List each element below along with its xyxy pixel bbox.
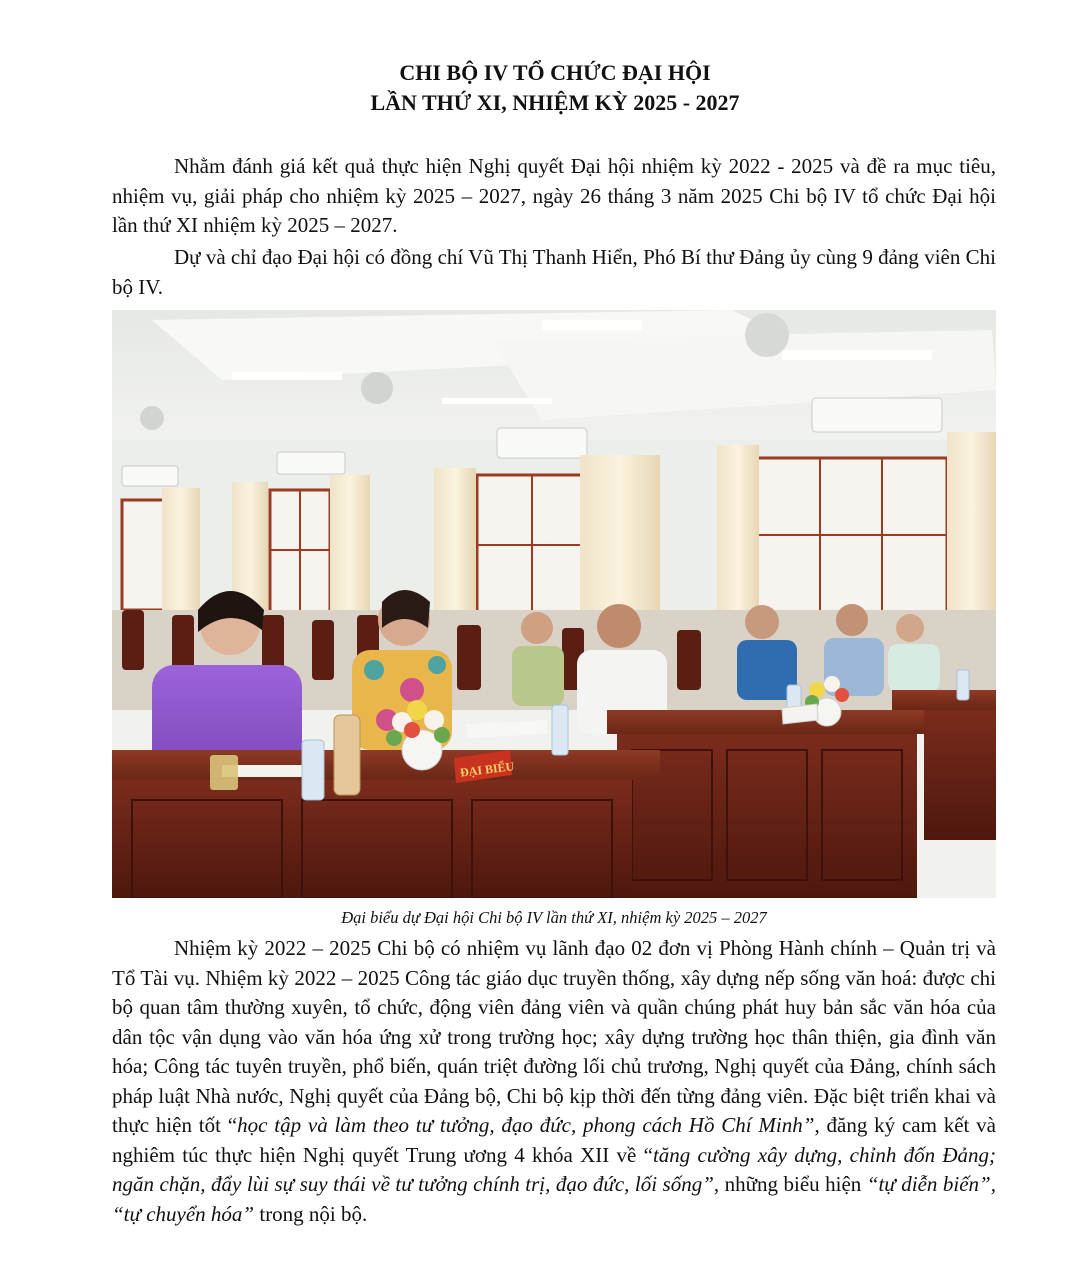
attendance-paragraph: Dự và chỉ đạo Đại hội có đồng chí Vũ Thị Thanh Hiển, Phó Bí thư Đảng ủy cùng 9 đảng viên Chi bộ IV.	[112, 245, 996, 299]
desk-name-sign: ĐẠI BIỂU	[459, 759, 515, 780]
summary-text-2: , đăng ký cam kết và nghiêm túc thực hiện Nghị quyết Trung ương 4 khóa XII về “	[112, 1113, 996, 1167]
summary-italic-1: học tập và làm theo tư tưởng, đạo đức, phong cách Hồ Chí Minh”	[237, 1113, 815, 1137]
title-line-2: LẦN THỨ XI, NHIỆM KỲ 2025 - 2027	[370, 90, 740, 115]
title-line-1: CHI BỘ IV TỔ CHỨC ĐẠI HỘI	[399, 60, 711, 85]
summary-text-4: trong nội bộ.	[254, 1201, 368, 1226]
summary-text-1: Nhiệm kỳ 2022 – 2025 Chi bộ có nhiệm vụ lãnh đạo 02 đơn vị Phòng Hành chính – Quản trị và Tổ Tài vụ. Nhiệm kỳ 2022 – 2025 Công tác giáo dục truyền thống, xây dựng nếp sống văn hoá: được chi bộ quan tâm thường xuyên, tổ chức, động viên đảng viên và quần chúng phát huy bản sắc văn hóa của dân tộc vận dụng vào văn hóa ứng xử trong trường học; xây dựng trường học thân thiện, gia đình văn hóa; Công tác tuyên truyền, phổ biến, quán triệt đường lối chủ trương, Nghị quyết của Đảng, chính sách pháp luật Nhà nước, Nghị quyết của Đảng bộ, Chi bộ kịp thời đến từng đảng viên. Đặc biệt triển khai và thực hiện tốt “	[112, 936, 996, 1137]
summary-italic-3: “tự diễn biến”, “tự chuyển hóa”	[112, 1172, 996, 1226]
document-title	[0, 58, 1092, 118]
meeting-photo	[112, 310, 996, 898]
meeting-photo-illustration	[112, 310, 996, 898]
intro-paragraph: Nhằm đánh giá kết quả thực hiện Nghị quyết Đại hội nhiệm kỳ 2022 - 2025 và đề ra mục tiêu, nhiệm vụ, giải pháp cho nhiệm kỳ 2025 – 2027, ngày 26 tháng 3 năm 2025 Chi bộ IV tổ chức Đại hội lần thứ XI nhiệm kỳ 2025 – 2027.	[112, 154, 996, 237]
term-summary-paragraph	[112, 934, 996, 1229]
photo-caption: Đại biểu dự Đại hội Chi bộ IV lần thứ XI, nhiệm kỳ 2025 – 2027	[341, 908, 767, 927]
summary-text-3: , những biểu hiện	[713, 1172, 867, 1196]
summary-italic-2: tăng cường xây dựng, chỉnh đốn Đảng; ngăn chặn, đẩy lùi sự suy thái về tư tưởng chính trị, đạo đức, lối sống”	[112, 1142, 997, 1196]
